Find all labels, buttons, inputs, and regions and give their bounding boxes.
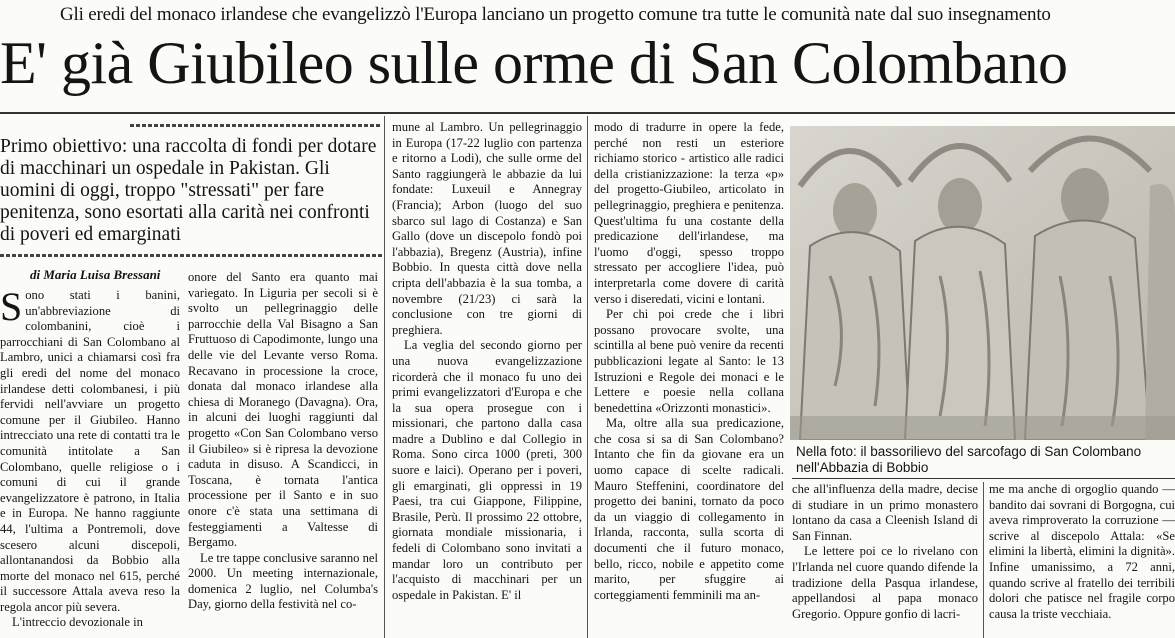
column-3 [392, 120, 582, 638]
subhead: Primo obiettivo: una raccolta di fondi per dotare di macchinari un ospedale in Pakistan. Gli uomini di oggi, troppo "stressati" per fare penitenza, sono esortati alla carità nei confronti di poveri ed emarginati [0, 136, 377, 245]
col4-paragraph-3: Ma, oltre alla sua predicazione, che cosa si sa di San Colombano? Intanto che fin da giovane era un uomo capace di scelte radicali. Mauro Steffenini, coordinatore del progetto dei banini, tornato da poco da un viaggio di collegamento in Irlanda, racconta, sulla scorta di documenti che il futuro monaco, bello, ricco, nobile e appetito come marito, per sfuggire ai corteggiamenti femminili ma an- [594, 416, 784, 602]
column-2 [188, 270, 378, 638]
top-rule [0, 112, 1175, 114]
column-divider-2 [587, 116, 588, 638]
column-4 [594, 120, 784, 638]
overline: Gli eredi del monaco irlandese che evangelizzò l'Europa lanciano un progetto comune tra tutte le comunità nate dal suo insegnamento [60, 4, 1051, 25]
byline [30, 267, 160, 283]
col4-paragraph-1: modo di tradurre in opere la fede, perché non resti un esteriore richiamo storico - artistico alle radici della cristianizzazione: la terza «p» del progetto-Giubileo, articolato in pellegrinaggio, preghiera e penitenza. Quest'ultima fu una costante della predicazione dell'irlandese, ma l'uomo d'oggi, spesso troppo stressato per accogliere l'idea, può interpretarla come dovere di carità verso i diseredati, vicini e lontani. [594, 120, 784, 306]
subhead-bottom-rule [0, 254, 383, 257]
col6-paragraph-1: me ma anche di orgoglio quando — bandito dai sovrani di Borgogna, cui aveva rimproverato la corruzione — scrive al discepolo Attala: «Se elimini la libertà, elimini la dignità». Infine umanissimo, a 72 anni, quando scrive al fratello dei terribili dolori che patisce nel fragile corpo causa la triste vecchiaia. [989, 482, 1175, 621]
col1-paragraph-2: L'intreccio devozionale in [12, 615, 143, 630]
col3-paragraph-2: La veglia del secondo giorno per una nuova evangelizzazione ricorderà che il monaco fu uno dei primi evangelizzatori d'Europa e che la sua opera prosegue con i missionari, che partono dalla casa madre a Dublino e dal Collegio in Roma. Sono circa 1000 (preti, 300 suore e laici). Operano per i poveri, gli emarginati, gli oppressi in 19 Paesi, tra cui Giappone, Filippine, Brasile, Perù. Il prossimo 22 ottobre, giornata mondiale missionaria, i fedeli di Colombano sono invitati a mandar loro un contributo per l'acquisto di macchinari per un ospedale in Pakistan. E' il [392, 338, 582, 602]
column-1 [0, 288, 180, 638]
subhead-top-rule [130, 124, 380, 127]
byline-author: Maria Luisa Bressani [43, 267, 161, 282]
drop-cap: S [0, 288, 23, 329]
photo-caption: Nella foto: il bassorilievo del sarcofago di San Colombano nell'Abbazia di Bobbio [796, 444, 1142, 475]
col1-paragraph-1 [0, 288, 180, 615]
col5-paragraph-1: che all'influenza della madre, decise di studiare in un primo monastero lontano da casa a Cleenish Island di San Finnan. [792, 482, 978, 543]
column-divider-1 [384, 116, 385, 638]
col3-paragraph-1: mune al Lambro. Un pellegrinaggio in Europa (17-22 luglio con partenza e ritorno a Lodi), che sulle orme del Santo raggiungerà le abbazie da lui fondate: Luxeuil e Annegray (Francia); Arbon (luogo del suo sbarco sul lago di Costanza) e San Gallo (dove un discepolo fondò poi l'abbazia), Bregenz (Austria), infine Bobbio. In questa città dove nella cripta dell'abbazia è la sua tomba, a novembre (21/23) ci sarà la conclusione con tre giorni di preghiera. [392, 120, 582, 337]
byline-prefix: di [30, 267, 41, 282]
caption-rule [792, 478, 1175, 479]
col4-paragraph-2: Per chi poi crede che i libri possano provocare svolte, una scintilla al bene può venire da recenti pubblicazioni legate al Santo: le 13 Istruzioni e Regole dei monaci e le Lettere e poesie nella collana benedettina «Orizzonti monastici». [594, 307, 784, 415]
col5-paragraph-2: Le lettere poi ce lo rivelano con l'Irlanda nel cuore quando difende la tradizione della Pasqua irlandese, appellandosi al papa monaco Gregorio. Oppure gonfio di lacri- [792, 544, 978, 621]
column-divider-3 [983, 482, 984, 638]
column-5 [792, 482, 978, 638]
column-6 [989, 482, 1175, 638]
col1-p1-text: ono stati i banini, un'abbreviazione di colombanini, cioè i parrocchiani di San Colombano al Lambro, unici a chiamarsi così fra gli eredi del nome del monaco irlandese detti colombanesi, i più fervidi nell'avviare un progetto comune per il Giubileo. Hanno intrecciato una rete di contatti tra le comunità intitolate a San Colombano, quelle religiose o i comuni di cui il grande evangelizzatore è patrono, in Italia e in Europa. Ne hanno raggiunte 44, l'ultima a Pontremoli, dove scesero alcuni discepoli, allontanandosi da Bobbio alla morte del monaco nel 615, perché il successore Attala aveva reso la regola ancor più severa. [0, 288, 180, 614]
headline: E' già Giubileo sulle orme di San Colombano [0, 30, 1068, 96]
col2-paragraph-2: Le tre tappe conclusive saranno nel 2000. Un meeting internazionale, domenica 2 luglio, nel Columba's Day, giorno della festività nel co- [188, 550, 378, 612]
sarcophagus-relief-image [790, 126, 1175, 440]
bas-relief-photo [790, 126, 1175, 440]
col2-paragraph-1: onore del Santo era quanto mai variegato. In Liguria per secoli si è svolto un pellegrinaggio delle parrocchie della Val Bisagno a San Fruttuoso di Capodimonte, lungo una delle vie del Levante verso Roma. Recavano in processione la croce, donata dal monaco irlandese alla chiesa di Moranego (Davagna). Ora, in alcuni dei luoghi raggiunti dal progetto «Con San Colombano verso il Giubileo» si è ripresa la devozione caduta in disuso. A Scandicci, in Toscana, è tornata l'antica processione per il Santo e in suo onore c'è stata una settimana di festeggiamenti a Valtesse di Bergamo. [188, 270, 378, 550]
